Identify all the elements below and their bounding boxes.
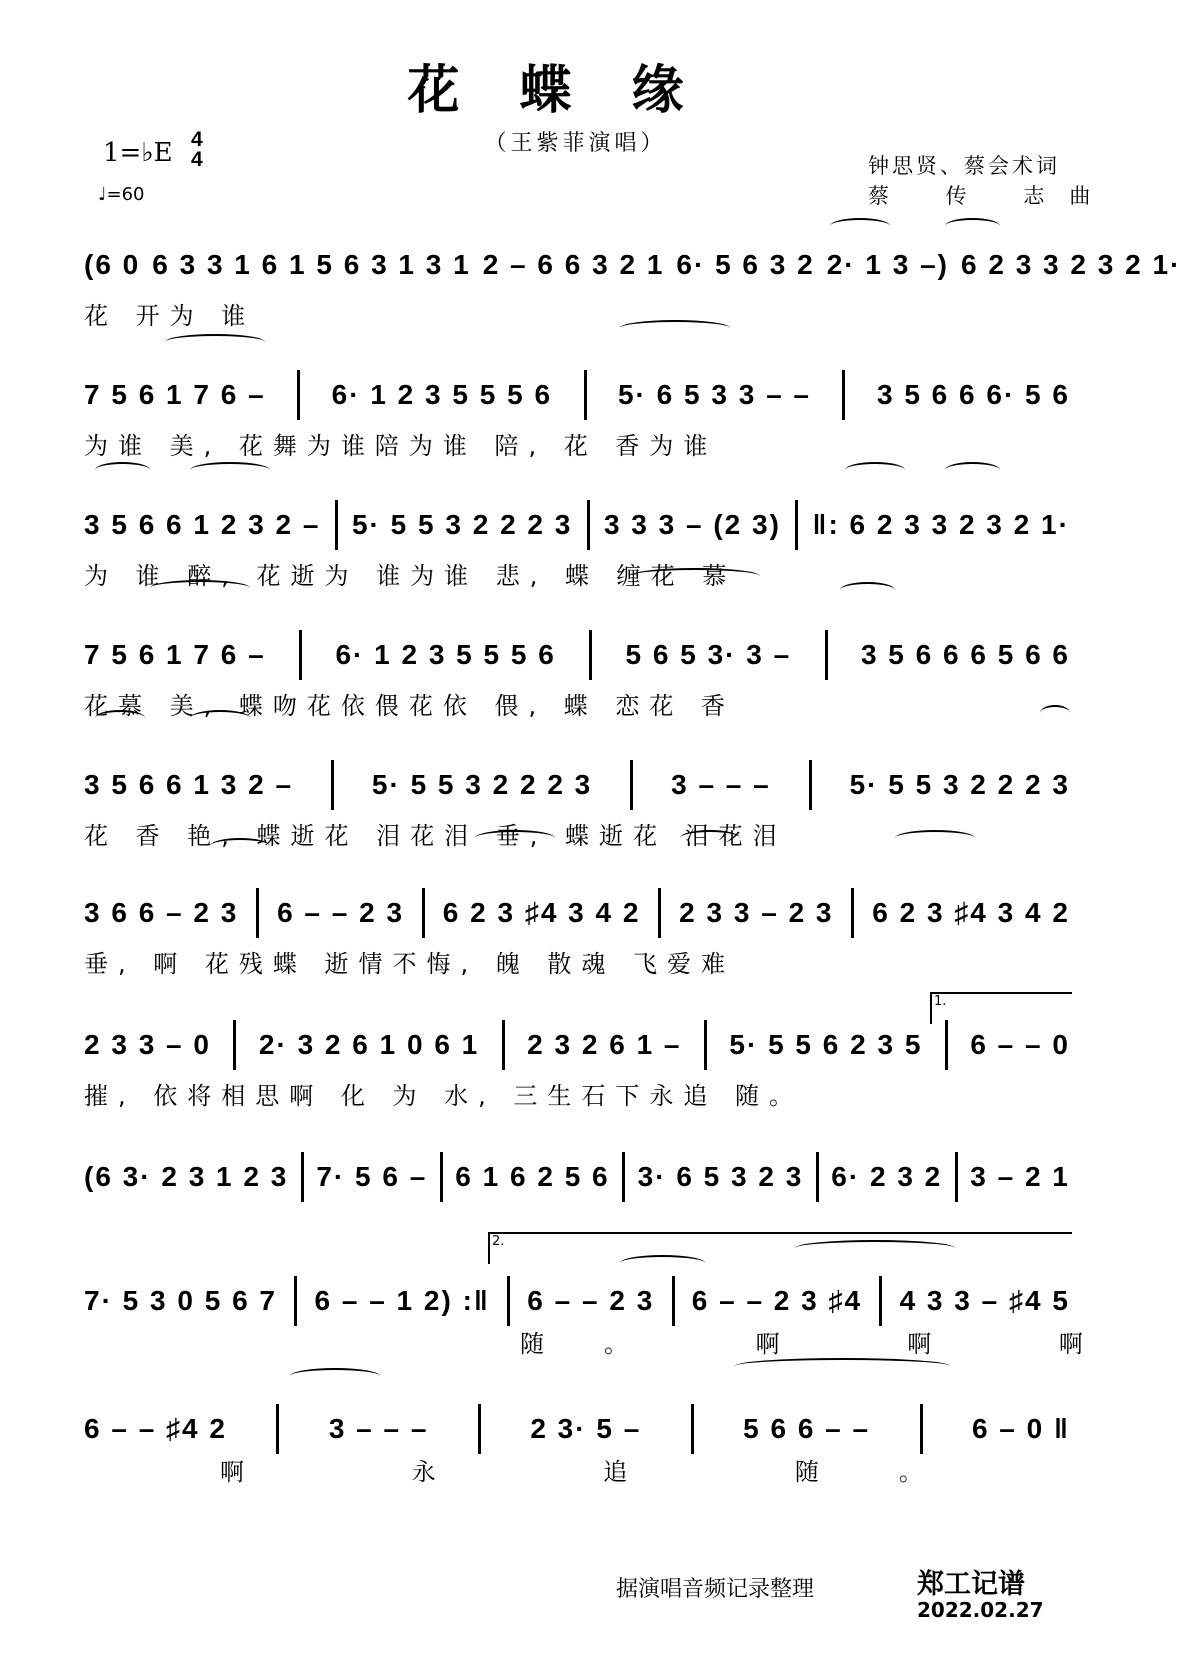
slur [840, 582, 895, 598]
barline [704, 1020, 707, 1070]
measure: 3 – – – [328, 1413, 429, 1444]
measure: 6 2 3 3 2 3 2 1· [960, 249, 1181, 280]
second-ending-bracket [488, 1232, 1072, 1264]
measure: 3 – 2 1 [970, 1161, 1070, 1192]
barline [301, 1152, 304, 1202]
barline [809, 760, 812, 810]
slur [165, 334, 265, 350]
staff-line [84, 756, 1070, 814]
staff-line [84, 366, 1070, 424]
measure: 6 – – 0 [970, 1029, 1070, 1060]
barline [630, 760, 633, 810]
barline [335, 500, 338, 550]
measure: 6 1 6 2 5 6 [455, 1161, 610, 1192]
measure: 5· 5 5 3 2 2 2 3 [351, 509, 573, 540]
measure: ‖: 6 2 3 3 2 3 2 1· [812, 509, 1070, 540]
slur [1040, 705, 1070, 721]
slur [845, 462, 905, 478]
slur [945, 462, 1000, 478]
measure: 6 – – 1 2) :‖ [314, 1285, 490, 1316]
barline [589, 630, 592, 680]
slur [735, 1358, 950, 1374]
transcriber-credit: 郑工记谱 [917, 1569, 1025, 1600]
measure: 2· 1 3 –) [826, 249, 949, 280]
barline [294, 1276, 297, 1326]
staff-line [84, 884, 1070, 942]
lyric-line: 为 谁 醉, 花逝为 谁为谁 悲, 蝶 缠花 慕 [84, 562, 737, 590]
measure: 3 5 6 6 1 2 3 2 – [84, 509, 321, 540]
slur [945, 218, 1000, 234]
staff-line [84, 626, 1070, 684]
barline [422, 888, 425, 938]
measure: 3 5 6 6 6· 5 6 [876, 379, 1070, 410]
barline [825, 630, 828, 680]
barline [256, 888, 259, 938]
lyric-line: 花慕 美, 蝶吻花依偎花依 偎, 蝶 恋花 香 [84, 692, 736, 720]
barline [299, 630, 302, 680]
barline [842, 370, 845, 420]
measure: 7 5 6 1 7 6 – [84, 379, 266, 410]
measure: 3 – – – [671, 769, 771, 800]
measure: (6 3· 2 3 1 2 3 [84, 1161, 289, 1192]
barline [879, 1276, 882, 1326]
slur [95, 462, 150, 478]
barline [478, 1404, 481, 1454]
lyric-line: 垂, 啊 花残蝶 逝情不悔, 魄 散魂 飞爱难 [84, 950, 736, 978]
barline [945, 1020, 948, 1070]
barline [920, 1404, 923, 1454]
source-note: 据演唱音频记录整理 [616, 1577, 815, 1602]
measure: 6 3 3 1 6 1 5 6 3 1 3 1 [152, 249, 471, 280]
barline [851, 888, 854, 938]
measure: 6· 5 6 3 2 [676, 249, 815, 280]
lyric-line: 随。 啊 啊 啊 [520, 1330, 1143, 1358]
measure: 6 – – 2 3 [277, 897, 405, 928]
lyric-line: 花 香 艳, 蝶逝花 泪花泪 垂, 蝶逝花 泪花泪 [84, 822, 787, 850]
slur [475, 830, 555, 846]
barline [587, 500, 590, 550]
measure: 3· 6 5 3 2 3 [637, 1161, 804, 1192]
measure: 6 – – ♯4 2 [84, 1413, 227, 1444]
measure: 3 3 3 – (2 3) [603, 509, 781, 540]
staff-line [84, 496, 1070, 554]
measure: 3 5 6 6 6 5 6 6 [860, 639, 1070, 670]
lyric-line: 摧, 依将相思啊 化 为 水, 三生石下永追 随。 [84, 1082, 804, 1110]
staff-line [84, 1400, 1070, 1458]
slur [150, 580, 250, 596]
composer-credit: 蔡 传 志曲 [868, 184, 1116, 208]
barline [672, 1276, 675, 1326]
barline [297, 370, 300, 420]
tempo-marking: ♩=60 [98, 184, 145, 205]
barline [584, 370, 587, 420]
staff-line [84, 1016, 1070, 1074]
measure: 7· 5 6 – [316, 1161, 428, 1192]
slur [680, 830, 740, 846]
slur [630, 568, 760, 584]
barline [331, 760, 334, 810]
first-ending-label: 1. [934, 994, 947, 1009]
measure: 2 3 3 – 2 3 [679, 897, 834, 928]
measure: 6 2 3 ♯4 3 4 2 [442, 897, 641, 928]
barline [658, 888, 661, 938]
staff-line [84, 1272, 1070, 1330]
measure: (6 0 [84, 249, 141, 280]
measure: 3 6 6 – 2 3 [84, 897, 239, 928]
measure: 6 – 0 ‖ [971, 1413, 1070, 1444]
singer-credit: （王紫菲演唱） [484, 131, 667, 156]
barline [691, 1404, 694, 1454]
measure: 2· 3 2 6 1 0 6 1 [258, 1029, 480, 1060]
slur [895, 830, 975, 846]
barline [622, 1152, 625, 1202]
measure: 2 3· 5 – [530, 1413, 642, 1444]
slur [95, 710, 145, 726]
staff-line [84, 236, 1181, 294]
measure: 5 6 6 – – [743, 1413, 871, 1444]
transcription-date: 2022.02.27 [917, 1598, 1044, 1622]
slur [620, 320, 730, 336]
measure: 5· 6 5 3 3 – – [617, 379, 811, 410]
barline [502, 1020, 505, 1070]
barline [816, 1152, 819, 1202]
measure: 2 3 3 – 0 [84, 1029, 211, 1060]
measure: 6 – – 2 3 ♯4 [691, 1285, 863, 1316]
slur [190, 462, 270, 478]
song-title: 花蝶缘 [407, 60, 744, 121]
measure: 5· 5 5 3 2 2 2 3 [371, 769, 593, 800]
measure: 6 – – 2 3 [527, 1285, 655, 1316]
key-signature: 1=♭E [103, 138, 173, 168]
second-ending-label: 2. [492, 1234, 505, 1249]
measure: 5· 5 5 3 2 2 2 3 [849, 769, 1070, 800]
lyric-line: 为谁 美, 花舞为谁陪为谁 陪, 花 香为谁 [84, 432, 718, 460]
barline [276, 1404, 279, 1454]
barline [233, 1020, 236, 1070]
measure: 3 5 6 6 1 3 2 – [84, 769, 294, 800]
measure: 5· 5 5 6 2 3 5 [729, 1029, 923, 1060]
measure: 6· 1 2 3 5 5 5 6 [331, 379, 553, 410]
barline [795, 500, 798, 550]
time-signature-bottom: 4 [191, 148, 203, 171]
staff-line [84, 1148, 1070, 1206]
slur [210, 838, 270, 854]
barline [440, 1152, 443, 1202]
time-signature [191, 130, 203, 170]
lyricist-credit: 钟思贤、蔡会术词 [868, 154, 1060, 178]
first-ending-bracket [930, 992, 1072, 1024]
lyric-line: 花 开为 谁 [84, 302, 256, 330]
measure: 2 3 2 6 1 – [527, 1029, 682, 1060]
measure: 2 – 6 6 3 2 1 [482, 249, 665, 280]
measure: 6 2 3 ♯4 3 4 2 [872, 897, 1070, 928]
slur [830, 218, 890, 234]
measure: 7· 5 3 0 5 6 7 [84, 1285, 278, 1316]
slur [190, 710, 250, 726]
measure: 4 3 3 – ♯4 5 [899, 1285, 1070, 1316]
measure: 6· 2 3 2 [831, 1161, 943, 1192]
lyric-line: 啊 永 追 随。 [220, 1458, 1003, 1486]
slur [290, 1368, 380, 1384]
measure: 7 5 6 1 7 6 – [84, 639, 266, 670]
time-signature-top: 4 [191, 128, 203, 151]
measure: 5 6 5 3· 3 – [625, 639, 792, 670]
measure: 6· 1 2 3 5 5 5 6 [335, 639, 556, 670]
barline [955, 1152, 958, 1202]
barline [507, 1276, 510, 1326]
